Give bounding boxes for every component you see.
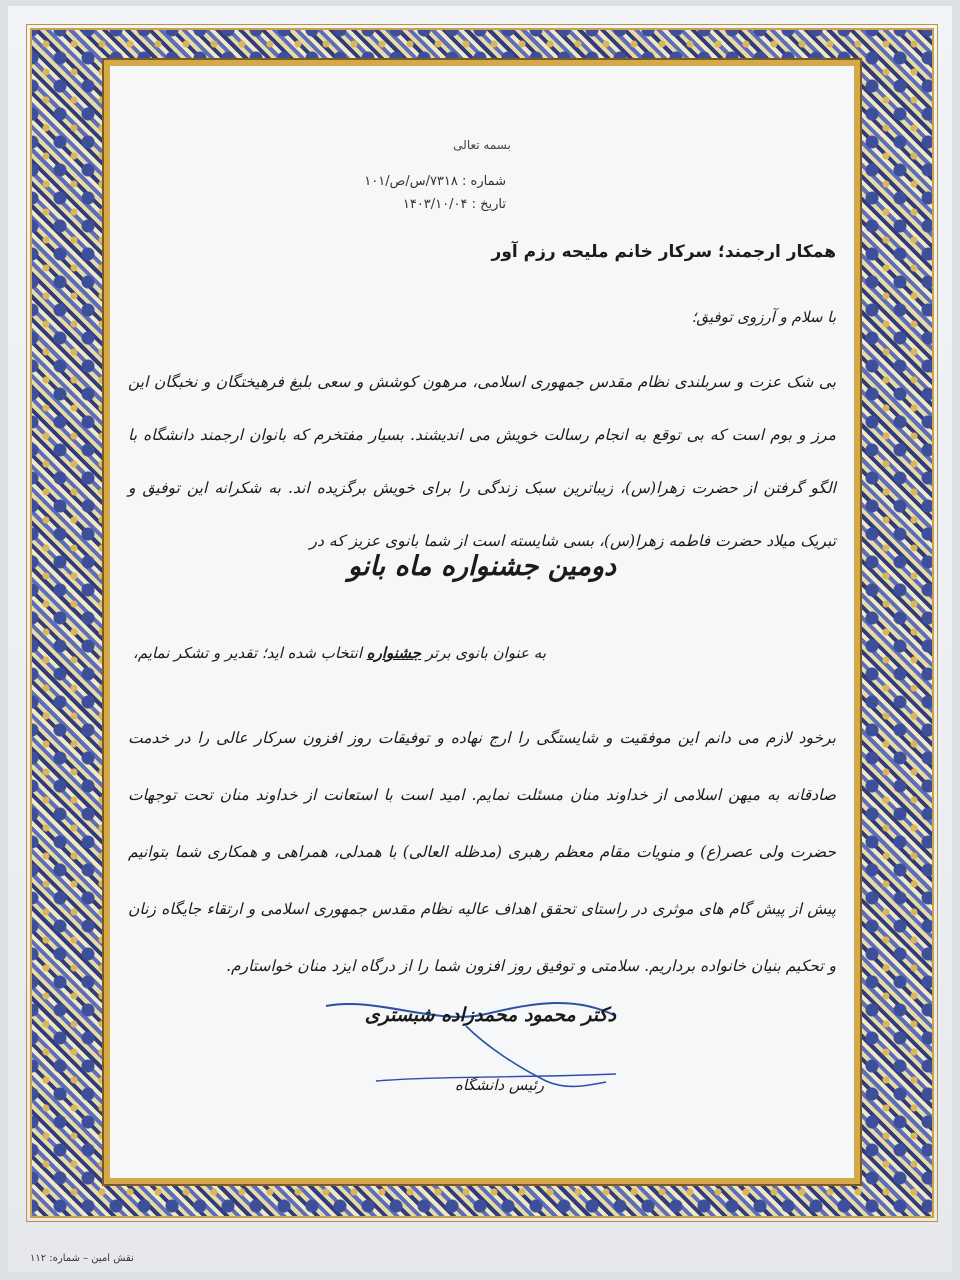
footer-note: نقش امین – شماره: ۱۱۲ <box>30 1253 134 1264</box>
letter-meta <box>364 170 506 216</box>
signer-title: رئیس دانشگاه <box>455 1076 544 1094</box>
greeting-line: با سلام و آرزوی توفیق؛ <box>691 308 836 326</box>
award-underlined: جشنواره <box>366 644 421 662</box>
bismillah-heading: بسمه تعالی <box>453 138 511 152</box>
festival-title: دومین جشنواره ماه بانو <box>347 551 617 582</box>
letter-date: تاریخ : ۱۴۰۳/۱۰/۰۴ <box>402 197 506 212</box>
award-prefix: به عنوان بانوی برتر <box>425 644 546 662</box>
signer-name: دکتر محمود محمدزاده شبستری <box>364 1004 616 1026</box>
award-line <box>133 644 546 662</box>
certificate-sheet <box>8 6 952 1272</box>
paragraph-closing: برخود لازم می دانم این موفقیت و شایستگی را ارج نهاده و توفیقات روز افزون سرکار عالی را در خدمت صادقانه به میهن اسلامی از خداوند منان مسئلت نمایم. امید است با استعانت از خداوند منان تحت توجهات حضرت ولی عصر(ع) و منویات مقام معظم رهبری (مدظله العالی) با همدلی، همراهی و همکاری شما بتوانیم پیش از پیش گام های موثری در راستای تحقق اهداف عالیه نظام مقدس جمهوری اسلامی و ارتقاء جایگاه زنان و تحکیم بنیان خانواده برداریم. سلامتی و توفیق روز افزون شما را از درگاه ایزد منان خواستارم. <box>128 729 836 975</box>
letter-number: شماره : ۷۳۱۸/س/ص/۱۰۱ <box>364 174 506 189</box>
letter-body <box>128 86 836 1166</box>
paragraph-intro: بی شک عزت و سربلندی نظام مقدس جمهوری اسلامی، مرهون کوشش و سعی بلیغ فرهیختگان و نخبگان این مرز و بوم است که بی توقع به انجام رسالت خویش می اندیشند. بسیار مفتخرم که بانوان ارجمند دانشگاه با الگو گرفتن از حضرت زهرا(س)، زیباترین سبک زندگی را برای خویش برگزیده اند. به شکرانه این توفیق و تبریک میلاد حضرت فاطمه زهرا(س)، بسی شایسته است از شما بانوی عزیز که در <box>128 373 836 550</box>
recipient-line: همکار ارجمند؛ سرکار خانم ملیحه رزم آور <box>491 242 836 262</box>
award-suffix: انتخاب شده اید؛ تقدیر و تشکر نمایم، <box>132 644 362 662</box>
